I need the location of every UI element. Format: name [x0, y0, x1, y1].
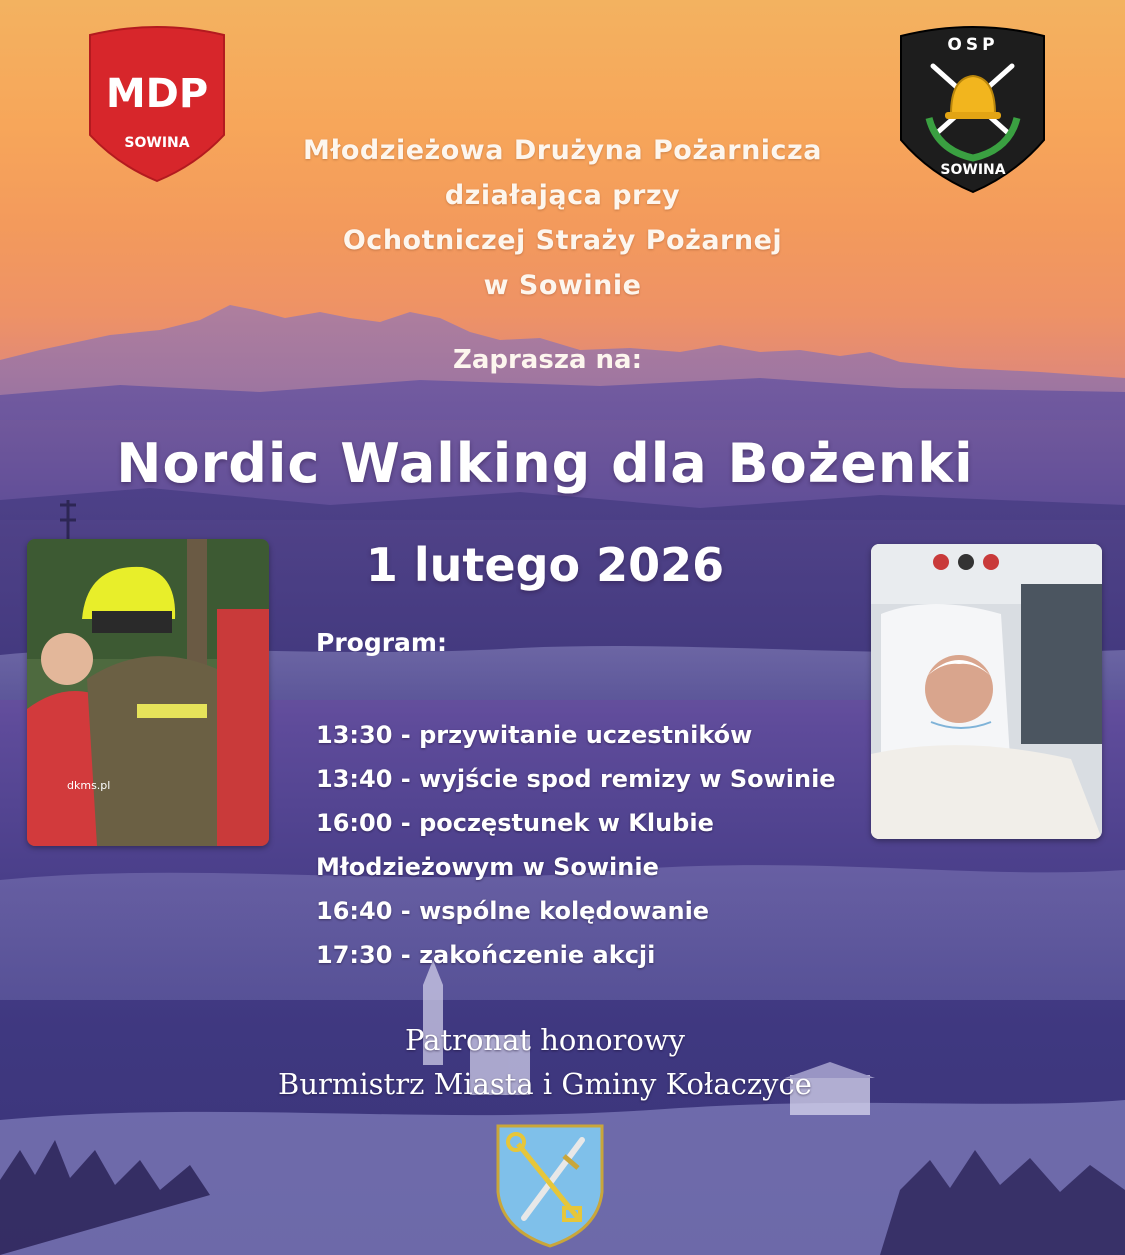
event-date: 1 lutego 2026 — [365, 538, 725, 592]
hospital-photo — [871, 544, 1102, 839]
program-item: 16:40 - wspólne kolędowanie — [316, 897, 710, 925]
firefighter-photo — [27, 539, 269, 846]
dkms-text: dkms.pl — [67, 779, 111, 792]
organizer-block — [0, 128, 1125, 308]
organizer-line: Ochotniczej Straży Pożarnej — [342, 225, 783, 256]
program-list — [316, 713, 876, 977]
program-item: 13:30 - przywitanie uczestników — [316, 721, 753, 749]
patron-block — [0, 1018, 1090, 1106]
program-item: Młodzieżowym w Sowinie — [316, 853, 659, 881]
patron-title: Patronat honorowy — [404, 1023, 686, 1057]
osp-letters: OSP — [947, 35, 999, 55]
organizer-line: w Sowinie — [483, 270, 642, 301]
organizer-line: działająca przy — [444, 180, 681, 211]
mdp-place: SOWINA — [124, 135, 190, 151]
program-heading: Program: — [316, 628, 447, 657]
event-title: Nordic Walking dla Bożenki — [116, 432, 974, 495]
patron-name: Burmistrz Miasta i Gminy Kołaczyce — [278, 1067, 812, 1101]
mdp-letters: MDP — [105, 71, 209, 117]
program-item: 16:00 - poczęstunek w Klubie — [316, 809, 714, 837]
osp-place: SOWINA — [940, 162, 1006, 178]
program-item: 13:40 - wyjście spod remizy w Sowinie — [316, 765, 836, 793]
invite-text: Zaprasza na: — [452, 345, 643, 375]
organizer-line: Młodzieżowa Drużyna Pożarnicza — [303, 135, 822, 166]
program-item: 17:30 - zakończenie akcji — [316, 941, 656, 969]
kolaczyce-coat-of-arms — [494, 1122, 606, 1248]
